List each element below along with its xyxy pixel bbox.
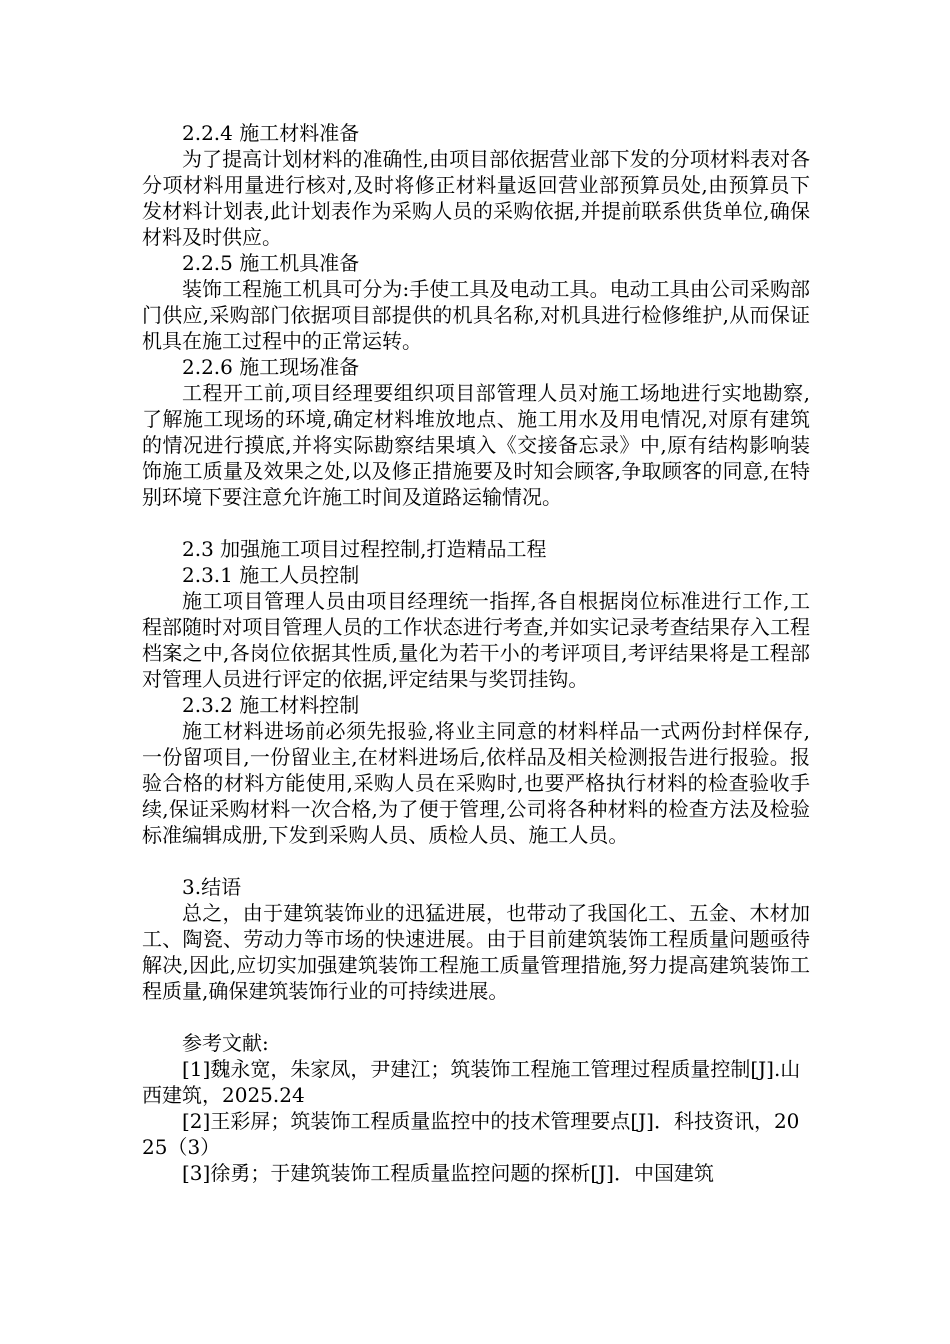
- references-heading: 参考文献:: [182, 1031, 269, 1055]
- section-2-2-5-body: 装饰工程施工机具可分为:手使工具及电动工具。电动工具由公司采购部门供应,采购部门依据项目部提供的机具名称,对机具进行检修维护,从而保证机具在施工过程中的正常运转。: [142, 277, 810, 353]
- section-2-2-6-body: 工程开工前,项目经理要组织项目部管理人员对施工场地进行实地勘察,了解施工现场的环境,确定材料堆放地点、施工用水及用电情况,对原有建筑的情况进行摸底,并将实际勘察结果填入《交接备忘录》中,原有结构影响装饰施工质量及效果之处,以及修正措施要及时知会顾客,争取顾客的同意,在特别环境下要注意允许施工时间及道路运输情况。: [142, 381, 810, 509]
- section-2-2-6-heading: 2.2.6 施工现场准备: [182, 355, 360, 379]
- reference-item: [3]徐勇；于建筑装饰工程质量监控问题的探析[J]．中国建筑: [182, 1161, 714, 1185]
- spacer: [142, 1004, 810, 1030]
- section-2-3-2-body: 施工材料进场前必须先报验,将业主同意的材料样品一式两份封样保存,一份留项目,一份留业主,在材料进场后,依样品及相关检测报告进行报验。报验合格的材料方能使用,采购人员在采购时,也要严格执行材料的检查验收手续,保证采购材料一次合格,为了便于管理,公司将各种材料的检查方法及检验标准编辑成册,下发到采购人员、质检人员、施工人员。: [142, 719, 810, 847]
- section-2-2-4-heading: 2.2.4 施工材料准备: [182, 121, 360, 145]
- document-page: [142, 120, 810, 1186]
- spacer: [142, 510, 810, 536]
- spacer: [142, 848, 810, 874]
- section-2-3-heading: 2.3 加强施工项目过程控制,打造精品工程: [182, 537, 547, 561]
- section-3-heading: 3.结语: [182, 875, 242, 899]
- section-2-3-1-heading: 2.3.1 施工人员控制: [182, 563, 360, 587]
- section-2-3-1-body: 施工项目管理人员由项目经理统一指挥,各自根据岗位标准进行工作,工程部随时对项目管理人员的工作状态进行考查,并如实记录考查结果存入工程档案之中,各岗位依据其性质,量化为若干小的考评项目,考评结果将是工程部对管理人员进行评定的依据,评定结果与奖罚挂钩。: [142, 589, 810, 691]
- section-2-3-2-heading: 2.3.2 施工材料控制: [182, 693, 360, 717]
- reference-item: [2]王彩屏；筑装饰工程质量监控中的技术管理要点[J]．科技资讯，2025（3）: [142, 1109, 800, 1159]
- reference-item: [1]魏永宽，朱家凤，尹建江；筑装饰工程施工管理过程质量控制[J].山西建筑，2025.24: [142, 1057, 801, 1107]
- section-2-2-5-heading: 2.2.5 施工机具准备: [182, 251, 360, 275]
- section-3-body: 总之，由于建筑装饰业的迅猛进展，也带动了我国化工、五金、木材加工、陶瓷、劳动力等市场的快速进展。由于目前建筑装饰工程质量问题亟待解决,因此,应切实加强建筑装饰工程施工质量管理措施,努力提高建筑装饰工程质量,确保建筑装饰行业的可持续进展。: [142, 901, 810, 1003]
- section-2-2-4-body: 为了提高计划材料的准确性,由项目部依据营业部下发的分项材料表对各分项材料用量进行核对,及时将修正材料量返回营业部预算员处,由预算员下发材料计划表,此计划表作为采购人员的采购依据,并提前联系供货单位,确保材料及时供应。: [142, 147, 810, 249]
